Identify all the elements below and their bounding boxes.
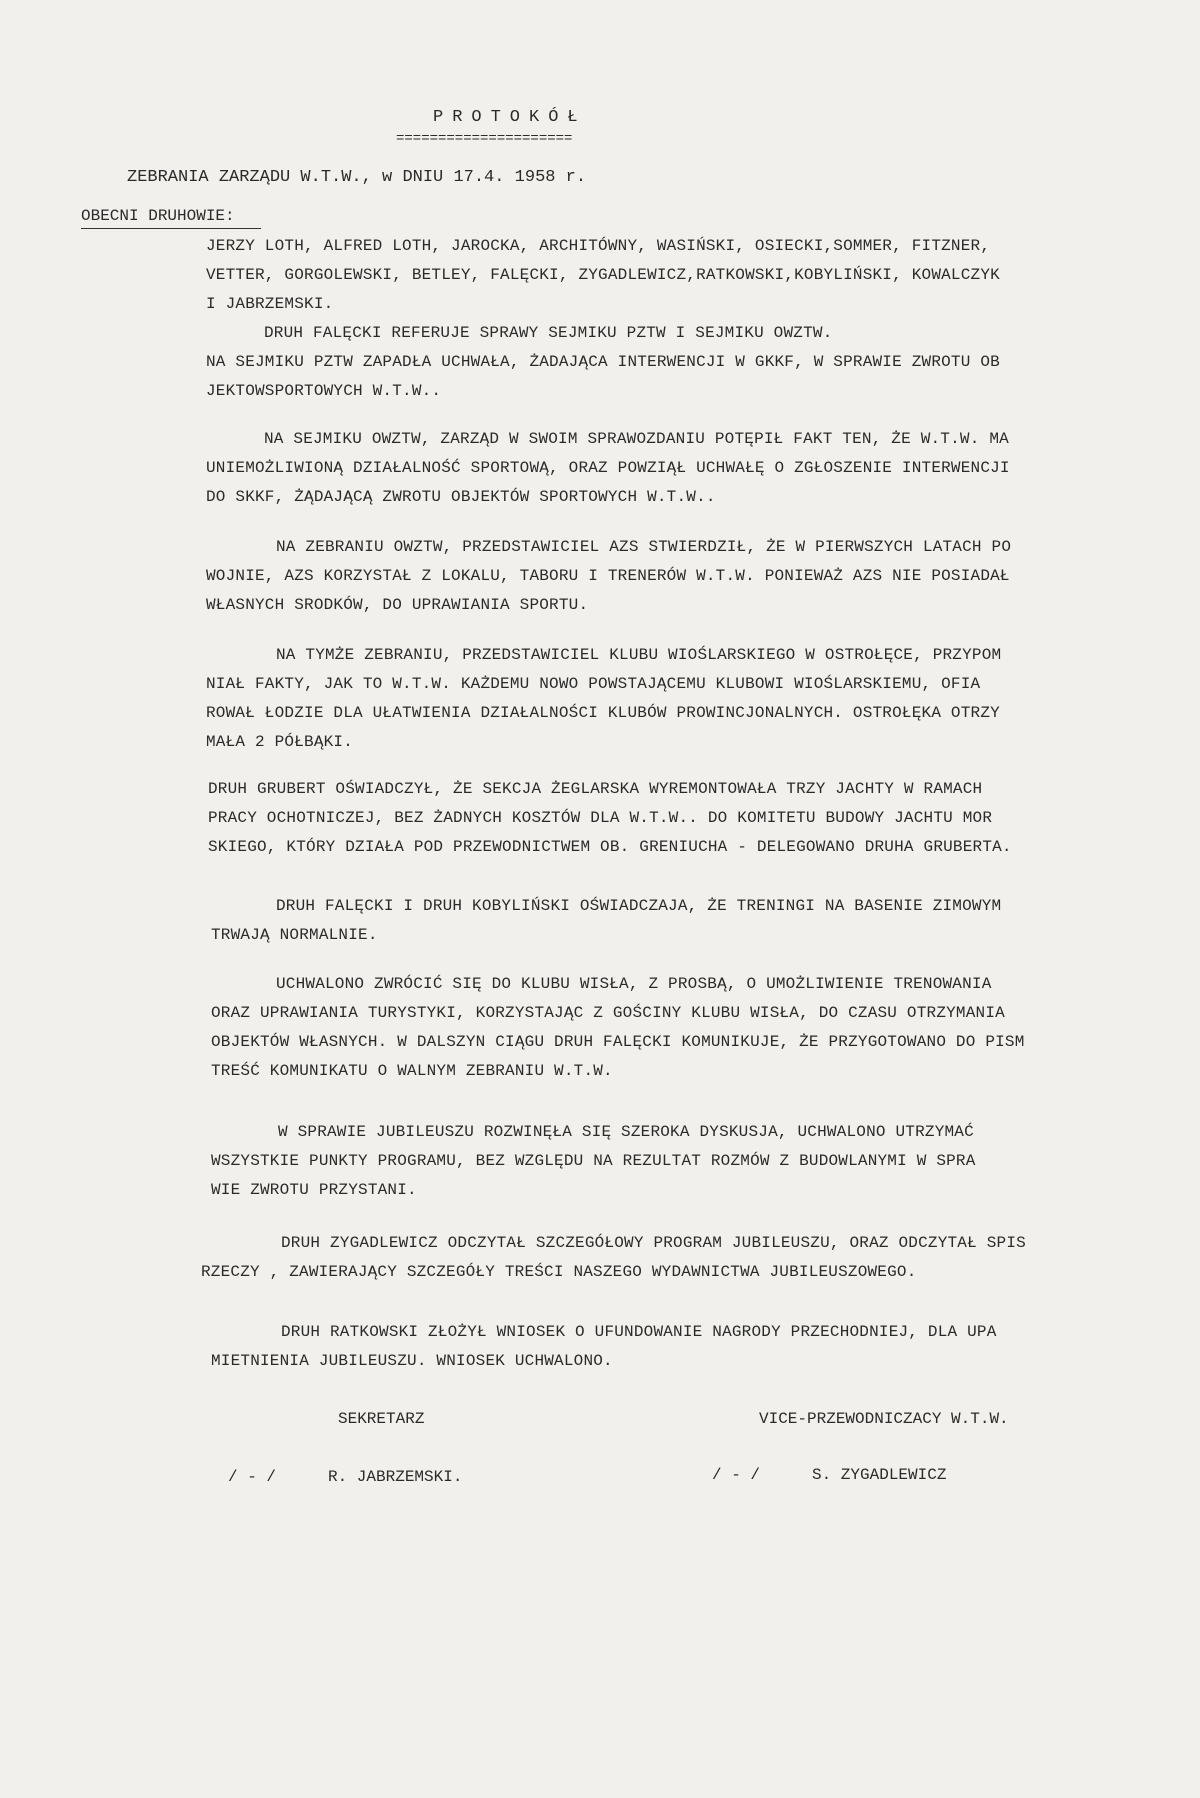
body-line: DO SKKF, ŻĄDAJĄCĄ ZWROTU OBJEKTÓW SPORTOWYCH W.T.W.. (206, 488, 716, 506)
body-line: DRUH GRUBERT OŚWIADCZYŁ, ŻE SEKCJA ŻEGLARSKA WYREMONTOWAŁA TRZY JACHTY W RAMACH (208, 780, 983, 798)
secretary-name: R. JABRZEMSKI. (328, 1468, 463, 1486)
document-title: PROTOKÓŁ (433, 108, 587, 127)
body-line: TRWAJĄ NORMALNIE. (211, 926, 378, 944)
body-line: ORAZ UPRAWIANIA TURYSTYKI, KORZYSTAJĄC Z GOŚCINY KLUBU WISŁA, DO CZASU OTRZYMANIA (211, 1004, 1005, 1022)
present-label: OBECNI DRUHOWIE: (81, 207, 235, 225)
secretary-title: SEKRETARZ (338, 1410, 425, 1428)
body-line: W SPRAWIE JUBILEUSZU ROZWINĘŁA SIĘ SZEROKA DYSKUSJA, UCHWALONO UTRZYMAĆ (278, 1123, 974, 1141)
body-line: DRUH FALĘCKI REFERUJE SPRAWY SEJMIKU PZTW I SEJMIKU OWZTW. (264, 324, 833, 342)
body-line: WIE ZWROTU PRZYSTANI. (211, 1181, 417, 1199)
secretary-signature-mark: / - / (228, 1468, 277, 1486)
body-line: I JABRZEMSKI. (206, 295, 334, 313)
vice-chair-title: VICE-PRZEWODNICZACY W.T.W. (759, 1410, 1009, 1428)
body-line: NA SEJMIKU PZTW ZAPADŁA UCHWAŁA, ŻADAJĄCA INTERWENCJI W GKKF, W SPRAWIE ZWROTU OB (206, 353, 1000, 371)
body-line: PRACY OCHOTNICZEJ, BEZ ŻADNYCH KOSZTÓW DLA W.T.W.. DO KOMITETU BUDOWY JACHTU MOR (208, 809, 993, 827)
body-line: WOJNIE, AZS KORZYSTAŁ Z LOKALU, TABORU I TRENERÓW W.T.W. PONIEWAŻ AZS NIE POSIADAŁ (206, 567, 1010, 585)
title-rule: ===================== (396, 131, 573, 147)
body-line: SKIEGO, KTÓRY DZIAŁA POD PRZEWODNICTWEM OB. GRENIUCHA - DELEGOWANO DRUHA GRUBERTA. (208, 838, 1012, 856)
body-line: WŁASNYCH SRODKÓW, DO UPRAWIANIA SPORTU. (206, 596, 589, 614)
body-line: DRUH ZYGADLEWICZ ODCZYTAŁ SZCZEGÓŁOWY PROGRAM JUBILEUSZU, ORAZ ODCZYTAŁ SPIS (281, 1234, 1026, 1252)
body-line: VETTER, GORGOLEWSKI, BETLEY, FALĘCKI, ZYGADLEWICZ,RATKOWSKI,KOBYLIŃSKI, KOWALCZYK (206, 266, 1000, 284)
vice-chair-signature-mark: / - / (712, 1466, 761, 1484)
body-line: NA ZEBRANIU OWZTW, PRZEDSTAWICIEL AZS STWIERDZIŁ, ŻE W PIERWSZYCH LATACH PO (276, 538, 1012, 556)
body-line: NIAŁ FAKTY, JAK TO W.T.W. KAŻDEMU NOWO POWSTAJĄCEMU KLUBOWI WIOŚLARSKIEMU, OFIA (206, 675, 981, 693)
body-line: UCHWALONO ZWRÓCIĆ SIĘ DO KLUBU WISŁA, Z PROSBĄ, O UMOŻLIWIENIE TRENOWANIA (276, 975, 992, 993)
body-line: WSZYSTKIE PUNKTY PROGRAMU, BEZ WZGLĘDU NA REZULTAT ROZMÓW Z BUDOWLANYMI W SPRA (211, 1152, 976, 1170)
body-line: JERZY LOTH, ALFRED LOTH, JAROCKA, ARCHITÓWNY, WASIŃSKI, OSIECKI,SOMMER, FITZNER, (206, 237, 991, 255)
body-line: NA SEJMIKU OWZTW, ZARZĄD W SWOIM SPRAWOZDANIU POTĘPIŁ FAKT TEN, ŻE W.T.W. MA (264, 430, 1009, 448)
body-line: UNIEMOŻLIWIONĄ DZIAŁALNOŚĆ SPORTOWĄ, ORAZ POWZIĄŁ UCHWAŁĘ O ZGŁOSZENIE INTERWENCJI (206, 459, 1010, 477)
vice-chair-name: S. ZYGADLEWICZ (812, 1466, 947, 1484)
body-line: ROWAŁ ŁODZIE DLA UŁATWIENIA DZIAŁALNOŚCI KLUBÓW PROWINCJONALNYCH. OSTROŁĘKA OTRZY (206, 704, 1000, 722)
body-line: DRUH RATKOWSKI ZŁOŻYŁ WNIOSEK O UFUNDOWANIE NAGRODY PRZECHODNIEJ, DLA UPA (281, 1323, 997, 1341)
body-line: OBJEKTÓW WŁASNYCH. W DALSZYN CIĄGU DRUH FALĘCKI KOMUNIKUJE, ŻE PRZYGOTOWANO DO PISM (211, 1033, 1025, 1051)
present-label-underline (81, 228, 261, 229)
document-subtitle: ZEBRANIA ZARZĄDU W.T.W., w DNIU 17.4. 1958 r. (127, 168, 587, 187)
body-line: RZECZY , ZAWIERAJĄCY SZCZEGÓŁY TREŚCI NASZEGO WYDAWNICTWA JUBILEUSZOWEGO. (201, 1263, 917, 1281)
body-line: NA TYMŻE ZEBRANIU, PRZEDSTAWICIEL KLUBU WIOŚLARSKIEGO W OSTROŁĘCE, PRZYPOM (276, 646, 1002, 664)
body-line: TREŚĆ KOMUNIKATU O WALNYM ZEBRANIU W.T.W. (211, 1062, 613, 1080)
body-line: MIETNIENIA JUBILEUSZU. WNIOSEK UCHWALONO. (211, 1352, 613, 1370)
body-line: JEKTOWSPORTOWYCH W.T.W.. (206, 382, 442, 400)
body-line: DRUH FALĘCKI I DRUH KOBYLIŃSKI OŚWIADCZAJA, ŻE TRENINGI NA BASENIE ZIMOWYM (276, 897, 1002, 915)
body-line: MAŁA 2 PÓŁBĄKI. (206, 733, 354, 751)
